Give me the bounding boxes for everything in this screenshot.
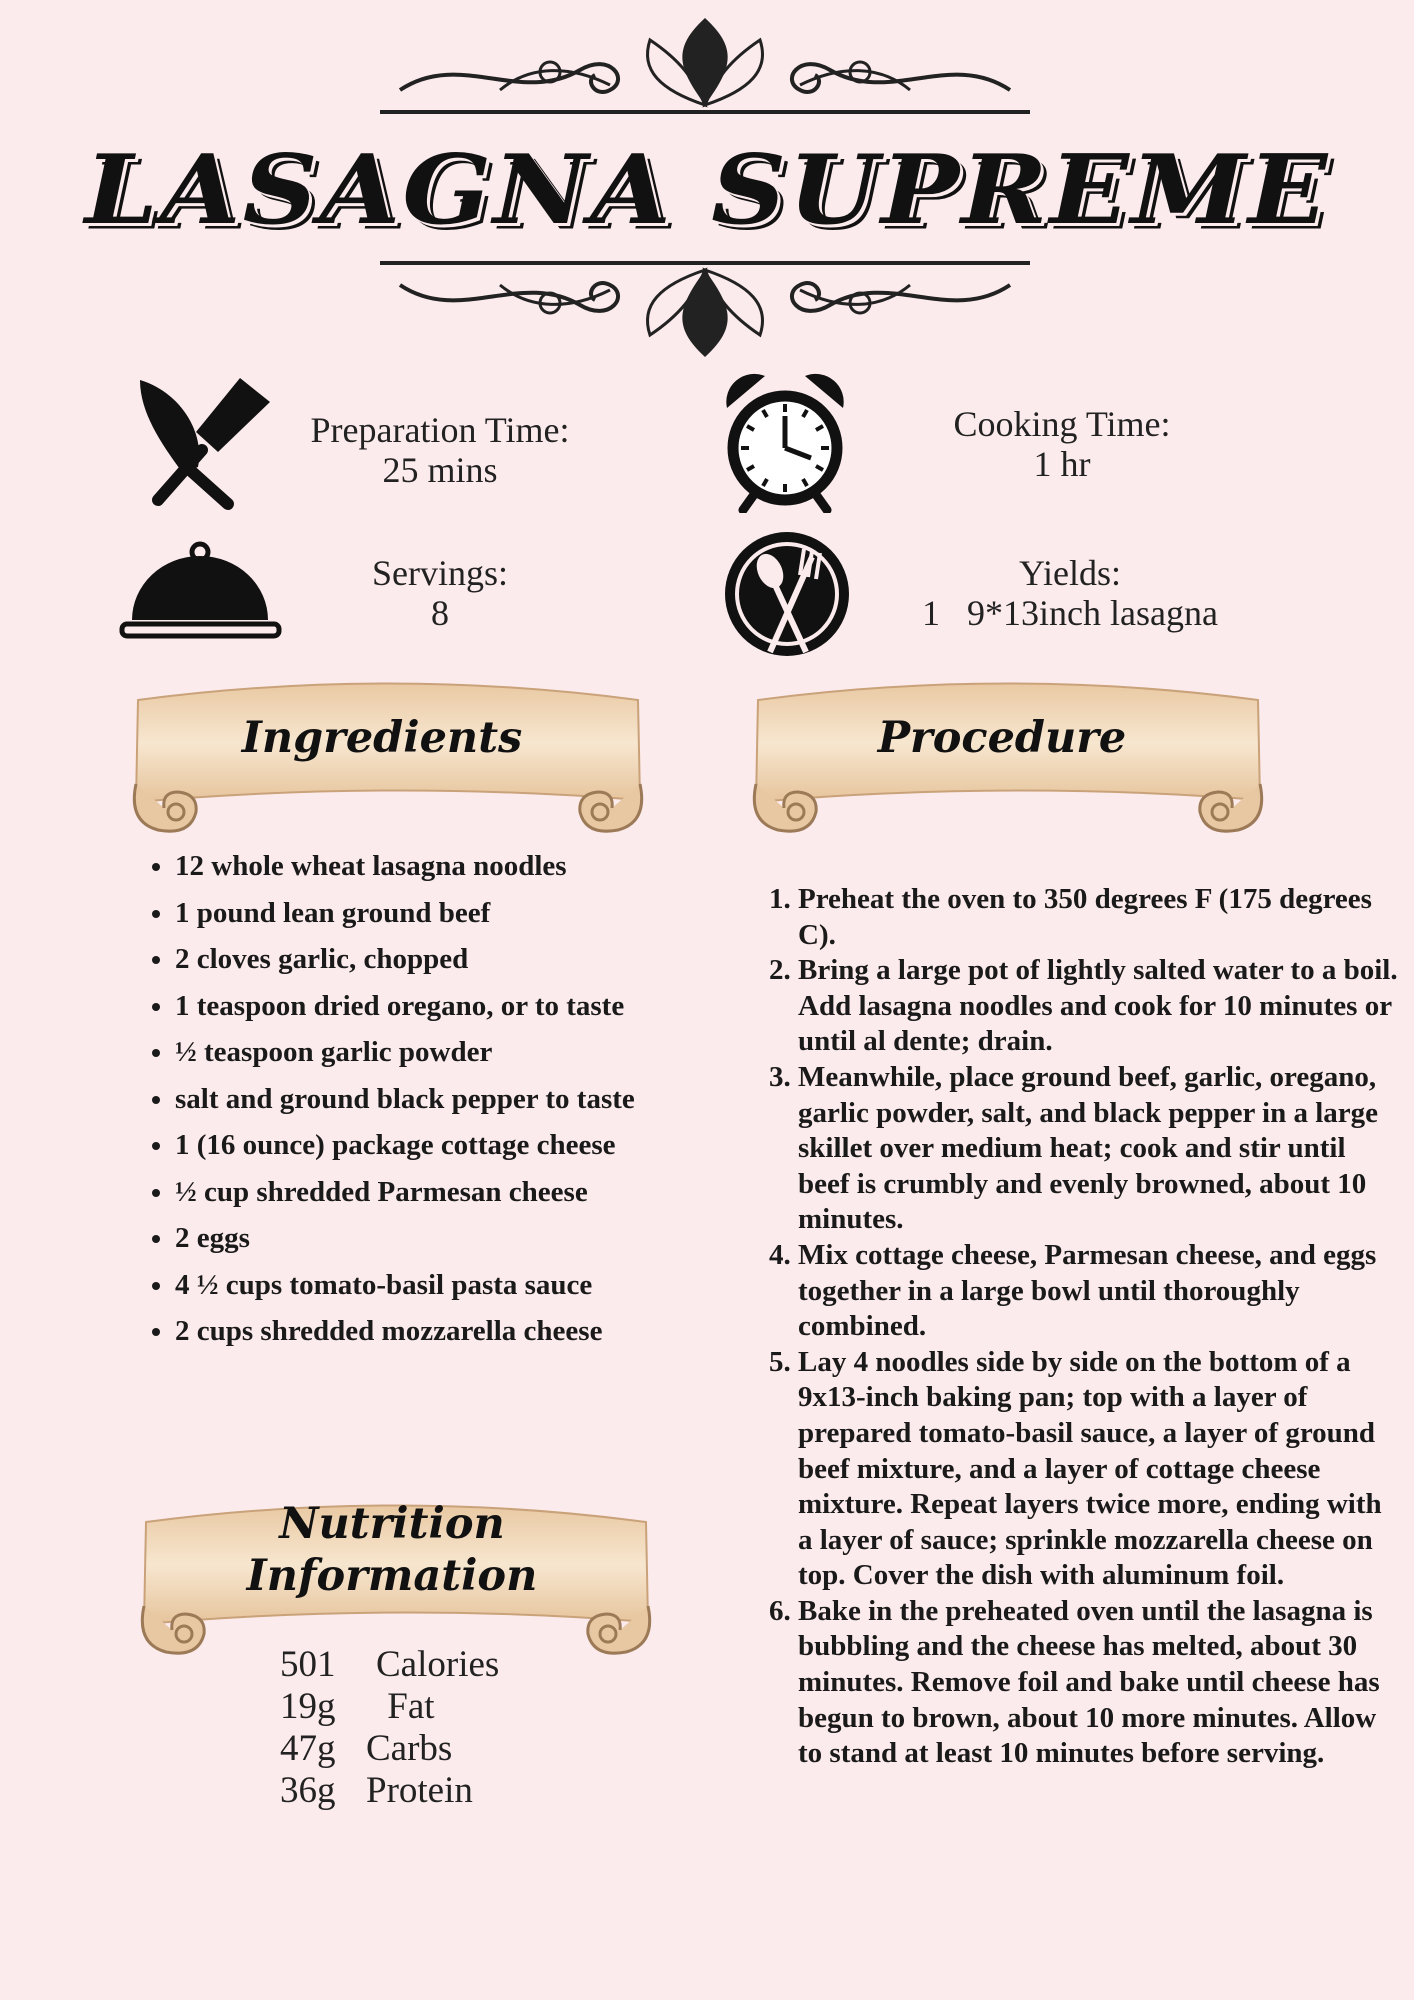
nutrition-heading-line1: Nutrition xyxy=(279,1499,505,1549)
nutrition-list xyxy=(280,1644,499,1812)
bottom-ornament xyxy=(380,255,1030,365)
nutrition-amount: 47g xyxy=(280,1728,336,1769)
nutrition-heading-line2: Information xyxy=(246,1551,538,1601)
plate-fork-spoon-icon xyxy=(720,527,855,662)
procedure-list xyxy=(762,882,1398,1772)
yields-label: Yields: xyxy=(1018,553,1121,593)
procedure-step: 6. Bake in the preheated oven until the lasagna is bubbling and the cheese has melted, about 30 minutes. Remove foil and bake until cheese has begun to brown, about 10 more minutes. Allow to stand at least 10 minutes before serving. xyxy=(798,1594,1398,1772)
cooking-time xyxy=(912,404,1212,484)
nutrition-amount: 19g xyxy=(280,1686,336,1727)
ingredient-item: • ½ cup shredded Parmesan cheese xyxy=(175,1169,735,1216)
nutrition-banner xyxy=(126,1494,666,1664)
nutrition-label: Protein xyxy=(366,1770,473,1811)
nutrition-label: Fat xyxy=(378,1686,435,1727)
prep-time-value: 25 mins xyxy=(382,450,498,490)
nutrition-row xyxy=(280,1770,499,1812)
ingredient-item: • 1 (16 ounce) package cottage cheese xyxy=(175,1122,735,1169)
servings xyxy=(320,553,560,633)
servings-label: Servings: xyxy=(371,553,508,593)
servings-value: 8 xyxy=(431,593,449,633)
cooking-time-value: 1 hr xyxy=(1033,444,1091,484)
ingredient-item: • 1 teaspoon dried oregano, or to taste xyxy=(175,983,735,1030)
knife-cleaver-icon xyxy=(120,372,280,512)
ingredient-item: • 4 ½ cups tomato-basil pasta sauce xyxy=(175,1262,735,1309)
procedure-step: 1. Preheat the oven to 350 degrees F (175 degrees C). xyxy=(798,882,1398,953)
procedure-step: 5. Lay 4 noodles side by side on the bottom of a 9x13-inch baking pan; top with a layer of prepared tomato-basil sauce, a layer of ground beef mixture, and a layer of cottage cheese mixture. Repeat layers twice more, ending with a layer of sauce; sprinkle mozzarella cheese on top. Cover the dish with aluminum foil. xyxy=(798,1345,1398,1594)
prep-time-label: Preparation Time: xyxy=(310,410,570,450)
yields-value: 1 9*13inch lasagna xyxy=(922,593,1218,633)
ingredients-banner xyxy=(118,672,658,842)
ingredient-item: • 2 eggs xyxy=(175,1215,735,1262)
nutrition-amount: 36g xyxy=(280,1770,336,1811)
ingredient-item: • ½ teaspoon garlic powder xyxy=(175,1029,735,1076)
nutrition-row xyxy=(280,1644,499,1686)
nutrition-row xyxy=(280,1686,499,1728)
procedure-heading: Procedure xyxy=(877,713,1127,763)
procedure-step: 3. Meanwhile, place ground beef, garlic, oregano, garlic powder, salt, and black pepper in a large skillet over medium heat; cook and stir until beef is crumbly and evenly browned, about 10 minutes. xyxy=(798,1060,1398,1238)
procedure-step: 4. Mix cottage cheese, Parmesan cheese, and eggs together in a large bowl until thoroughly combined. xyxy=(798,1238,1398,1345)
yields xyxy=(880,553,1260,633)
alarm-clock-icon xyxy=(715,368,855,513)
nutrition-row xyxy=(280,1728,499,1770)
procedure-banner xyxy=(738,672,1278,842)
prep-time xyxy=(290,410,590,490)
page-title: LASAGNA SUPREME xyxy=(84,132,1330,247)
ingredient-item: • 12 whole wheat lasagna noodles xyxy=(175,843,735,890)
ingredients-list xyxy=(145,843,735,1355)
ingredients-heading: Ingredients xyxy=(241,713,523,763)
ingredient-item: • 2 cloves garlic, chopped xyxy=(175,936,735,983)
ingredient-item: • 2 cups shredded mozzarella cheese xyxy=(175,1308,735,1355)
ingredient-item: • 1 pound lean ground beef xyxy=(175,890,735,937)
ingredient-item: • salt and ground black pepper to taste xyxy=(175,1076,735,1123)
nutrition-label: Carbs xyxy=(366,1728,453,1769)
cloche-icon xyxy=(118,538,283,643)
procedure-step: 2. Bring a large pot of lightly salted water to a boil. Add lasagna noodles and cook for 10 minutes or until al dente; drain. xyxy=(798,953,1398,1060)
cooking-time-label: Cooking Time: xyxy=(953,404,1171,444)
top-ornament xyxy=(380,10,1030,120)
nutrition-label: Calories xyxy=(376,1644,500,1685)
nutrition-amount: 501 xyxy=(280,1644,336,1685)
